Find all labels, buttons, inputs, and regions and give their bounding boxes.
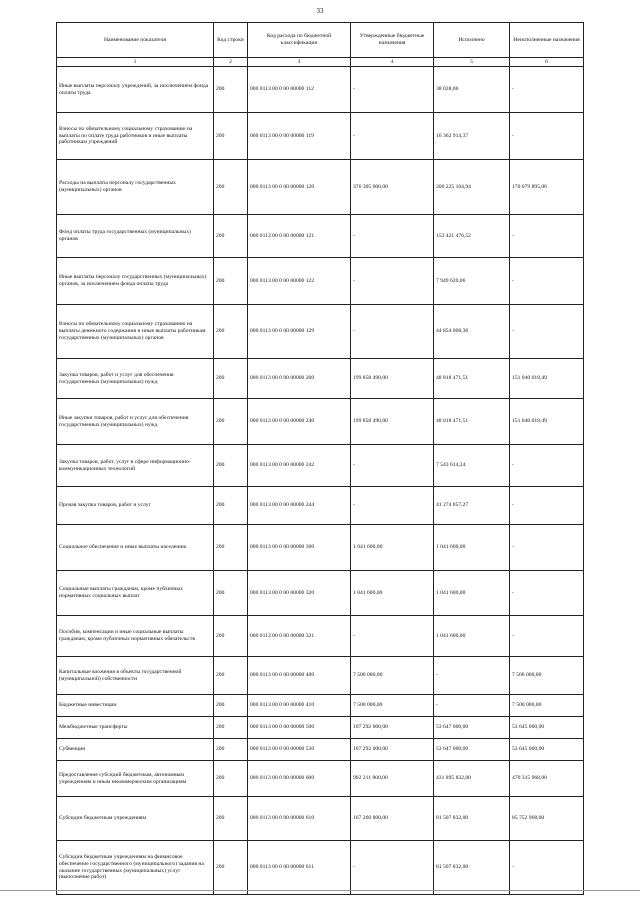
row-unexecuted: - <box>510 215 584 258</box>
row-executed: 81 507 832,00 <box>434 797 510 841</box>
row-approved: 199 858 490,00 <box>351 399 434 445</box>
row-line-code: 200 <box>214 67 248 113</box>
row-line-code: 200 <box>214 761 248 797</box>
row-executed: 7 543 614,24 <box>434 445 510 487</box>
header-unexecuted: Неисполненные назначения <box>510 23 584 58</box>
table-row <box>57 215 584 258</box>
row-executed: 53 647 000,00 <box>434 739 510 761</box>
column-number: 4 <box>351 58 434 67</box>
row-name: Иные закупки товаров, работ и услуг для обеспечения государственных (муниципальных) нужд <box>57 399 214 445</box>
row-line-code: 200 <box>214 739 248 761</box>
header-name: Наименование показателя <box>57 23 214 58</box>
row-unexecuted: - <box>510 305 584 359</box>
row-name: Капитальные вложения в объекты государственной (муниципальной) собственности <box>57 657 214 695</box>
header-line-code: Код строки <box>214 23 248 58</box>
row-line-code: 200 <box>214 571 248 616</box>
row-expense-code: 000 0113 00 0 00 00000 120 <box>248 160 351 215</box>
row-line-code: 200 <box>214 695 248 717</box>
row-approved: 107 292 000,00 <box>351 739 434 761</box>
row-line-code: 200 <box>214 399 248 445</box>
row-unexecuted: 151 040 018,49 <box>510 359 584 399</box>
row-unexecuted: 170 079 895,06 <box>510 160 584 215</box>
row-line-code: 200 <box>214 445 248 487</box>
row-unexecuted: - <box>510 113 584 160</box>
row-approved: 1 041 600,00 <box>351 525 434 571</box>
table-row <box>57 695 584 717</box>
row-approved: 107 292 000,00 <box>351 717 434 739</box>
row-expense-code: 000 0113 00 0 00 00000 119 <box>248 113 351 160</box>
row-expense-code: 000 0113 00 0 00 00000 530 <box>248 739 351 761</box>
row-unexecuted: - <box>510 487 584 525</box>
row-approved: 7 500 000,00 <box>351 657 434 695</box>
column-number-row <box>57 58 584 67</box>
header-row <box>57 23 584 58</box>
row-name: Пособия, компенсации и иные социальные выплаты гражданам, кроме публичных нормативных обязательств <box>57 616 214 657</box>
row-name: Закупка товаров, работ, услуг в сфере информационно-коммуникационных технологий <box>57 445 214 487</box>
table-row <box>57 797 584 841</box>
row-unexecuted: - <box>510 67 584 113</box>
row-unexecuted: - <box>510 258 584 305</box>
row-executed: 48 818 471,51 <box>434 399 510 445</box>
row-unexecuted: - <box>510 616 584 657</box>
column-number: 2 <box>214 58 248 67</box>
column-number: 3 <box>248 58 351 67</box>
row-approved: - <box>351 113 434 160</box>
table-row <box>57 258 584 305</box>
row-unexecuted: - <box>510 841 584 895</box>
budget-execution-table <box>56 22 584 895</box>
row-executed: 81 507 832,00 <box>434 841 510 895</box>
row-expense-code: 000 0113 00 0 00 00000 410 <box>248 695 351 717</box>
row-line-code: 200 <box>214 113 248 160</box>
row-unexecuted: 53 645 000,00 <box>510 739 584 761</box>
row-expense-code: 000 0113 00 0 00 00000 121 <box>248 215 351 258</box>
row-executed: 1 041 600,00 <box>434 616 510 657</box>
row-name: Взносы по обязательному социальному страхованию на выплаты денежного содержания и иные выплаты работникам государственных (муниципальных) органов <box>57 305 214 359</box>
row-executed: 1 041 600,00 <box>434 571 510 616</box>
row-line-code: 200 <box>214 525 248 571</box>
table-row <box>57 841 584 895</box>
row-expense-code: 000 0113 00 0 00 00000 242 <box>248 445 351 487</box>
row-name: Социальное обеспечение и иные выплаты населению <box>57 525 214 571</box>
row-approved: 167 260 800,00 <box>351 797 434 841</box>
row-approved: 1 041 600,00 <box>351 571 434 616</box>
page-number: 33 <box>316 7 324 15</box>
row-name: Взносы по обязательному социальному страхованию на выплаты по оплате труда работников и иные выплаты работникам учреждений <box>57 113 214 160</box>
row-line-code: 200 <box>214 305 248 359</box>
row-name: Прочая закупка товаров, работ и услуг <box>57 487 214 525</box>
table-row <box>57 399 584 445</box>
column-number: 6 <box>510 58 584 67</box>
row-approved: - <box>351 616 434 657</box>
table-row <box>57 113 584 160</box>
row-expense-code: 000 0113 00 0 00 00000 300 <box>248 525 351 571</box>
row-expense-code: 000 0113 00 0 00 00000 112 <box>248 67 351 113</box>
header-approved: Утвержденные бюджетные назначения <box>351 23 434 58</box>
row-unexecuted: - <box>510 445 584 487</box>
row-executed: 1 041 600,00 <box>434 525 510 571</box>
row-line-code: 200 <box>214 841 248 895</box>
table-row <box>57 305 584 359</box>
row-expense-code: 000 0113 00 0 00 00000 244 <box>248 487 351 525</box>
row-approved: 902 211 800,00 <box>351 761 434 797</box>
page-bottom-divider <box>0 890 640 891</box>
row-unexecuted: 151 040 018,49 <box>510 399 584 445</box>
row-executed: 41 274 857,27 <box>434 487 510 525</box>
row-expense-code: 000 0113 00 0 00 00000 320 <box>248 571 351 616</box>
row-approved: 7 500 000,00 <box>351 695 434 717</box>
row-approved: - <box>351 487 434 525</box>
row-name: Субвенции <box>57 739 214 761</box>
row-name: Субсидии бюджетным учреждениям <box>57 797 214 841</box>
row-executed: 38 038,06 <box>434 67 510 113</box>
table-row <box>57 657 584 695</box>
row-name: Субсидии бюджетным учреждениям на финансовое обеспечение государственного (муниципального) задания на оказание государственных (муниципальных) услуг (выполнение работ) <box>57 841 214 895</box>
row-expense-code: 000 0113 00 0 00 00000 129 <box>248 305 351 359</box>
row-unexecuted: 85 752 968,00 <box>510 797 584 841</box>
header-expense-code: Код расхода по бюджетной классификации <box>248 23 351 58</box>
row-unexecuted: - <box>510 571 584 616</box>
row-unexecuted: 470 315 968,00 <box>510 761 584 797</box>
row-executed: 53 647 000,00 <box>434 717 510 739</box>
row-approved: - <box>351 305 434 359</box>
table-row <box>57 739 584 761</box>
table-row <box>57 359 584 399</box>
row-line-code: 200 <box>214 258 248 305</box>
row-line-code: 200 <box>214 657 248 695</box>
row-name: Иные выплаты персоналу государственных (муниципальных) органов, за исключением фонда оплаты труда <box>57 258 214 305</box>
row-unexecuted: - <box>510 525 584 571</box>
row-unexecuted: 7 500 000,00 <box>510 695 584 717</box>
row-expense-code: 000 0113 00 0 00 00000 611 <box>248 841 351 895</box>
row-executed: - <box>434 657 510 695</box>
row-line-code: 200 <box>214 215 248 258</box>
row-executed: 153 421 476,52 <box>434 215 510 258</box>
row-expense-code: 000 0113 00 0 00 00000 400 <box>248 657 351 695</box>
row-executed: 206 225 104,94 <box>434 160 510 215</box>
row-unexecuted: 7 500 000,00 <box>510 657 584 695</box>
table-row <box>57 761 584 797</box>
table-row <box>57 67 584 113</box>
row-expense-code: 000 0113 00 0 00 00000 122 <box>248 258 351 305</box>
row-expense-code: 000 0113 00 0 00 00000 240 <box>248 399 351 445</box>
table-row <box>57 571 584 616</box>
row-line-code: 200 <box>214 616 248 657</box>
row-unexecuted: 53 645 000,00 <box>510 717 584 739</box>
row-approved: - <box>351 445 434 487</box>
row-approved: - <box>351 258 434 305</box>
row-executed: 7 949 620,06 <box>434 258 510 305</box>
table-row <box>57 160 584 215</box>
table-row <box>57 445 584 487</box>
row-name: Предоставление субсидий бюджетным, автономным учреждениям и иным некоммерческим организациям <box>57 761 214 797</box>
row-executed: 44 854 008,36 <box>434 305 510 359</box>
row-expense-code: 000 0113 00 0 00 00000 321 <box>248 616 351 657</box>
row-executed: - <box>434 695 510 717</box>
row-executed: 16 362 914,37 <box>434 113 510 160</box>
row-approved: - <box>351 841 434 895</box>
table-row <box>57 487 584 525</box>
row-name: Фонд оплаты труда государственных (муниципальных) органов <box>57 215 214 258</box>
row-approved: - <box>351 215 434 258</box>
column-number: 5 <box>434 58 510 67</box>
row-expense-code: 000 0113 00 0 00 00000 200 <box>248 359 351 399</box>
row-expense-code: 000 0113 00 0 00 00000 500 <box>248 717 351 739</box>
row-approved: 199 858 490,00 <box>351 359 434 399</box>
row-executed: 48 818 471,51 <box>434 359 510 399</box>
row-name: Межбюджетные трансферты <box>57 717 214 739</box>
row-approved: 376 305 000,00 <box>351 160 434 215</box>
table-row <box>57 525 584 571</box>
row-name: Бюджетные инвестиции <box>57 695 214 717</box>
row-approved: - <box>351 67 434 113</box>
row-name: Социальные выплаты гражданам, кроме публичных нормативных социальных выплат <box>57 571 214 616</box>
row-expense-code: 000 0113 00 0 00 00000 600 <box>248 761 351 797</box>
row-name: Расходы на выплаты персоналу государственных (муниципальных) органов <box>57 160 214 215</box>
row-line-code: 200 <box>214 160 248 215</box>
row-expense-code: 000 0113 00 0 00 00000 610 <box>248 797 351 841</box>
row-line-code: 200 <box>214 717 248 739</box>
row-line-code: 200 <box>214 359 248 399</box>
row-line-code: 200 <box>214 797 248 841</box>
row-line-code: 200 <box>214 487 248 525</box>
row-name: Иные выплаты персоналу учреждений, за исключением фонда оплаты труда <box>57 67 214 113</box>
table-row <box>57 717 584 739</box>
table-row <box>57 616 584 657</box>
row-executed: 431 895 832,00 <box>434 761 510 797</box>
row-name: Закупка товаров, работ и услуг для обеспечения государственных (муниципальных) нужд <box>57 359 214 399</box>
column-number: 1 <box>57 58 214 67</box>
header-executed: Исполнено <box>434 23 510 58</box>
